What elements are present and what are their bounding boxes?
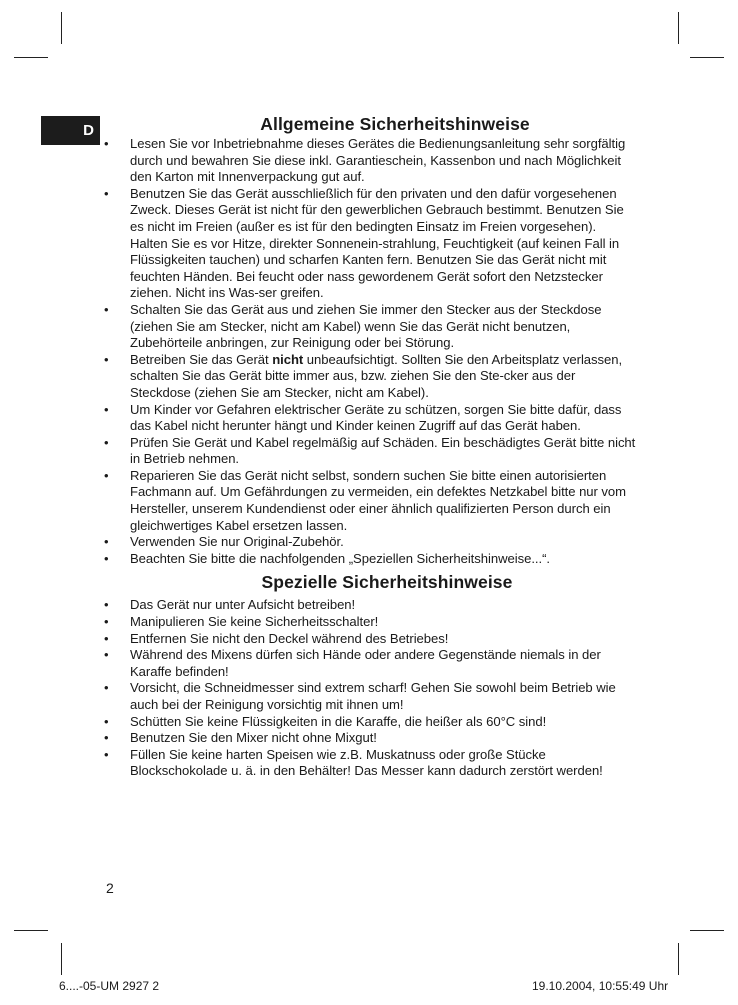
page-content <box>104 113 636 780</box>
print-timestamp: 19.10.2004, 10:55:49 Uhr <box>532 979 669 993</box>
print-job-label: 6....-05-UM 2927 2 <box>59 979 160 993</box>
page-number: 2 <box>106 880 114 896</box>
list-item: • Um Kinder vor Gefahren elektrischer Geräte zu schützen, sorgen Sie bitte dafür, dass das Kabel nicht herunter hängt und Kinder keinen Zugriff auf das Gerät haben. <box>104 402 636 435</box>
list-item: • Benutzen Sie den Mixer nicht ohne Mixgut! <box>104 730 636 747</box>
emphasis: nicht <box>272 351 304 367</box>
special-safety-list <box>104 597 636 780</box>
language-tab: D <box>41 116 100 145</box>
list-item: • Beachten Sie bitte die nachfolgenden „Speziellen Sicherheitshinweise...“. <box>104 551 636 568</box>
crop-mark <box>61 943 62 975</box>
list-item <box>104 352 636 402</box>
list-item: • Manipulieren Sie keine Sicherheitsschalter! <box>104 614 636 631</box>
crop-mark <box>14 57 48 58</box>
item-text: unbeaufsichtigt. Sollten Sie den Arbeitsplatz verlassen, schalten Sie das Gerät bitte immer aus, bzw. ziehen Sie den Ste-cker aus der Steckdose (ziehen Sie am Stecker, nicht am Kabel). <box>130 351 623 400</box>
list-item: • Benutzen Sie das Gerät ausschließlich für den privaten und den dafür vorgesehenen Zweck. Dieses Gerät ist nicht für den gewerblichen Gebrauch bestimmt. Benutzen Sie es nicht im Freien (außer es ist für den bedingten Einsatz im Freien vorgesehen). Halten Sie es vor Hitze, direkter Sonnenein-strahlung, Feuchtigkeit (auf keinen Fall in Flüssigkeiten tauchen) und scharfen Kanten fern. Benutzen Sie das Gerät nicht mit feuchten Händen. Bei feucht oder nass gewordenem Gerät sofort den Netzstecker ziehen. Nicht ins Was-ser greifen. <box>104 186 636 302</box>
crop-mark <box>690 930 724 931</box>
list-item: • Prüfen Sie Gerät und Kabel regelmäßig auf Schäden. Ein beschädigtes Gerät bitte nicht in Betrieb nehmen. <box>104 435 636 468</box>
list-item: • Schütten Sie keine Flüssigkeiten in die Karaffe, die heißer als 60°C sind! <box>104 714 636 731</box>
crop-mark <box>678 12 679 44</box>
special-safety-title: Spezielle Sicherheitshinweise <box>261 572 513 593</box>
list-item: • Schalten Sie das Gerät aus und ziehen Sie immer den Stecker aus der Steckdose (ziehen Sie am Stecker, nicht am Kabel) wenn Sie das Gerät nicht benutzen, Zubehörteile anbringen, zur Reinigung oder bei Störung. <box>104 302 636 352</box>
list-item: • Das Gerät nur unter Aufsicht betreiben! <box>104 597 636 614</box>
general-safety-title: Allgemeine Sicherheitshinweise <box>260 114 530 134</box>
item-text: Betreiben Sie das Gerät <box>130 351 273 367</box>
crop-mark <box>690 57 724 58</box>
list-item: • Während des Mixens dürfen sich Hände oder andere Gegenstände niemals in der Karaffe befinden! <box>104 647 636 680</box>
crop-mark <box>678 943 679 975</box>
list-item: • Lesen Sie vor Inbetriebnahme dieses Gerätes die Bedienungsanleitung sehr sorgfältig durch und bewahren Sie diese inkl. Garantieschein, Kassenbon und nach Möglichkeit den Karton mit Innenverpackung gut auf. <box>104 136 636 186</box>
general-safety-list <box>104 136 636 567</box>
list-item: • Reparieren Sie das Gerät nicht selbst, sondern suchen Sie bitte einen autorisierten Fachmann auf. Um Gefährdungen zu vermeiden, ein defektes Netzkabel bitte nur vom Hersteller, unserem Kundendienst oder einer ähnlich qualifizierten Person durch ein gleichwertiges Kabel ersetzen lassen. <box>104 468 636 534</box>
list-item: • Entfernen Sie nicht den Deckel während des Betriebes! <box>104 631 636 648</box>
list-item: • Verwenden Sie nur Original-Zubehör. <box>104 534 636 551</box>
crop-mark <box>61 12 62 44</box>
crop-mark <box>14 930 48 931</box>
list-item: • Vorsicht, die Schneidmesser sind extrem scharf! Gehen Sie sowohl beim Betrieb wie auch bei der Reinigung vorsichtig mit ihnen um! <box>104 680 636 713</box>
list-item: • Füllen Sie keine harten Speisen wie z.B. Muskatnuss oder große Stücke Blockschokolade u. ä. in den Behälter! Das Messer kann dadurch zerstört werden! <box>104 747 636 780</box>
